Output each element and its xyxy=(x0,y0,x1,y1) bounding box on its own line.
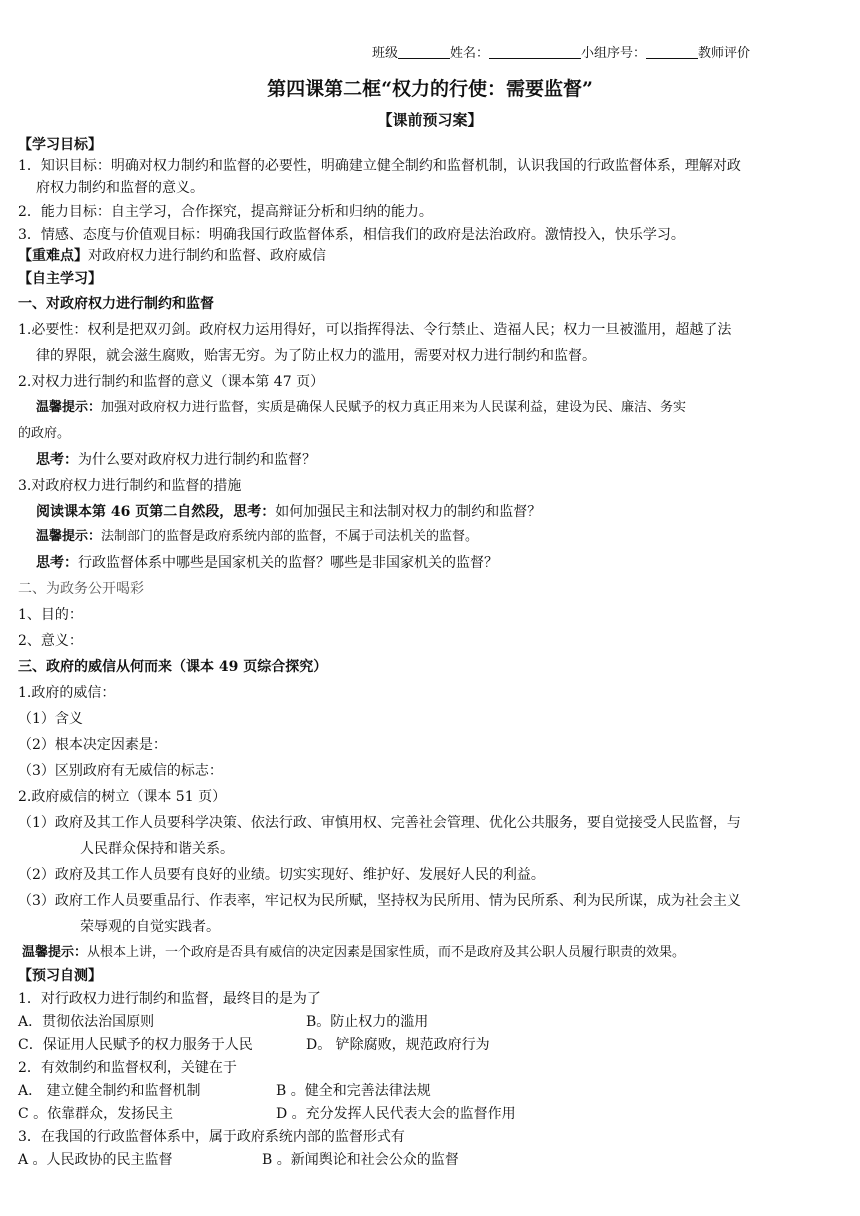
objective-line: 3．情感、态度与价值观目标：明确我国行政监督体系，相信我们的政府是法治政府。激情投入，快乐学习。 xyxy=(18,227,685,243)
key-points-text: 对政府权力进行制约和监督、政府威信 xyxy=(88,248,326,264)
section-3-item: 荣辱观的自觉实践者。 xyxy=(80,919,220,935)
group-blank[interactable] xyxy=(646,44,698,59)
think-text: 行政监督体系中哪些是国家机关的监督？哪些是非国家机关的监督？ xyxy=(78,555,498,571)
quiz-option[interactable]: A． 建立健全制约和监督机制 xyxy=(18,1083,201,1099)
section-3-item: （2）根本决定因素是： xyxy=(18,737,167,753)
objectives-heading: 【学习目标】 xyxy=(18,137,102,153)
section-2-item: 2、意义： xyxy=(18,633,83,649)
paragraph: 律的界限，就会滋生腐败，贻害无穷。为了防止权力的滥用，需要对权力进行制约和监督。 xyxy=(36,348,596,364)
self-study-heading: 【自主学习】 xyxy=(18,271,102,287)
tip-1-continued: 的政府。 xyxy=(18,426,71,441)
page-subtitle: 【课前预习案】 xyxy=(377,111,483,129)
quiz-option[interactable]: D。 铲除腐败，规范政府行为 xyxy=(306,1037,490,1053)
quiz-question: 1．对行政权力进行制约和监督，最终目的是为了 xyxy=(18,991,321,1007)
objective-line: 2．能力目标：自主学习，合作探究，提高辩证分析和归纳的能力。 xyxy=(18,204,433,220)
quiz-question: 2．有效制约和监督权利，关键在于 xyxy=(18,1060,237,1076)
quiz-option[interactable]: A 。人民政协的民主监督 xyxy=(18,1152,173,1168)
header-info xyxy=(372,44,750,64)
read-text: 如何加强民主和法制对权力的制约和监督？ xyxy=(275,504,542,520)
paragraph: 2.对权力进行制约和监督的意义（课本第 47 页） xyxy=(18,374,325,390)
section-3-item: 人民群众保持和谐关系。 xyxy=(80,841,234,857)
tip-label: 温馨提示： xyxy=(22,945,88,960)
section-3-item: 1.政府的威信： xyxy=(18,685,116,701)
read-prompt xyxy=(36,502,541,522)
section-3-title: 三、政府的威信从何而来（课本 49 页综合探究） xyxy=(18,659,328,675)
read-label: 阅读课本第 46 页第二自然段，思考： xyxy=(36,504,276,520)
tip-2 xyxy=(36,527,478,547)
quiz-option[interactable]: C．保证用人民赋予的权力服务于人民 xyxy=(18,1037,253,1053)
quiz-option[interactable]: B 。新闻舆论和社会公众的监督 xyxy=(262,1152,459,1168)
tip-text: 加强对政府权力进行监督，实质是确保人民赋予的权力真正用来为人民谋利益，建设为民、廉洁、务实 xyxy=(101,400,687,415)
think-text: 为什么要对政府权力进行制约和监督？ xyxy=(78,452,316,468)
teacher-label: 教师评价 xyxy=(698,46,751,61)
paragraph: 3.对政府权力进行制约和监督的措施 xyxy=(18,478,242,494)
quiz-option[interactable]: C 。依靠群众，发扬民主 xyxy=(18,1106,174,1122)
section-3-item: （3）区别政府有无威信的标志： xyxy=(18,763,223,779)
name-label: 姓名： xyxy=(450,46,490,61)
section-2-title: 二、为政务公开喝彩 xyxy=(18,581,144,597)
name-blank[interactable] xyxy=(489,44,581,59)
quiz-heading: 【预习自测】 xyxy=(18,968,102,984)
quiz-option[interactable]: B。防止权力的滥用 xyxy=(306,1014,429,1030)
quiz-option[interactable]: A．贯彻依法治国原则 xyxy=(18,1014,155,1030)
section-3-item: （3）政府工作人员要重品行、作表率，牢记权为民所赋，坚持权为民所用、情为民所系、利为民所谋，成为社会主义 xyxy=(18,893,741,909)
quiz-question: 3．在我国的行政监督体系中，属于政府系统内部的监督形式有 xyxy=(18,1129,405,1145)
key-points-label: 【重难点】 xyxy=(18,248,88,264)
quiz-option[interactable]: B 。健全和完善法律法规 xyxy=(276,1083,431,1099)
think-2 xyxy=(36,553,498,573)
class-label: 班级 xyxy=(372,46,399,61)
objective-line: 1．知识目标：明确对权力制约和监督的必要性，明确建立健全制约和监督机制，认识我国的行政监督体系，理解对政 xyxy=(18,158,741,174)
objective-line: 府权力制约和监督的意义。 xyxy=(36,180,204,196)
tip-label: 温馨提示： xyxy=(36,400,102,415)
section-3-item: 2.政府威信的树立（课本 51 页） xyxy=(18,789,227,805)
group-label: 小组序号： xyxy=(581,46,647,61)
section-1-title: 一、对政府权力进行制约和监督 xyxy=(18,296,214,312)
tip-label: 温馨提示： xyxy=(36,529,102,544)
section-3-item: （1）政府及其工作人员要科学决策、依法行政、审慎用权、完善社会管理、优化公共服务，要自觉接受人民监督，与 xyxy=(18,815,741,831)
paragraph: 1.必要性：权利是把双刃剑。政府权力运用得好，可以指挥得法、令行禁止、造福人民；权力一旦被滥用，超越了法 xyxy=(18,322,732,338)
tip-text: 从根本上讲，一个政府是否具有威信的决定因素是国家性质，而不是政府及其公职人员履行职责的效果。 xyxy=(87,945,686,960)
think-label: 思考： xyxy=(36,452,78,468)
key-points xyxy=(18,246,326,266)
think-1 xyxy=(36,450,316,470)
section-3-item: （1）含义 xyxy=(18,711,83,727)
class-blank[interactable] xyxy=(398,44,450,59)
section-3-item: （2）政府及其工作人员要有良好的业绩。切实实现好、维护好、发展好人民的利益。 xyxy=(18,867,545,883)
tip-text: 法制部门的监督是政府系统内部的监督，不属于司法机关的监督。 xyxy=(101,529,479,544)
think-label: 思考： xyxy=(36,555,78,571)
tip-1 xyxy=(36,398,686,418)
tip-3 xyxy=(22,943,685,963)
section-2-item: 1、目的： xyxy=(18,607,83,623)
quiz-option[interactable]: D 。充分发挥人民代表大会的监督作用 xyxy=(276,1106,516,1122)
page-title: 第四课第二框“权力的行使：需要监督” xyxy=(267,78,593,100)
